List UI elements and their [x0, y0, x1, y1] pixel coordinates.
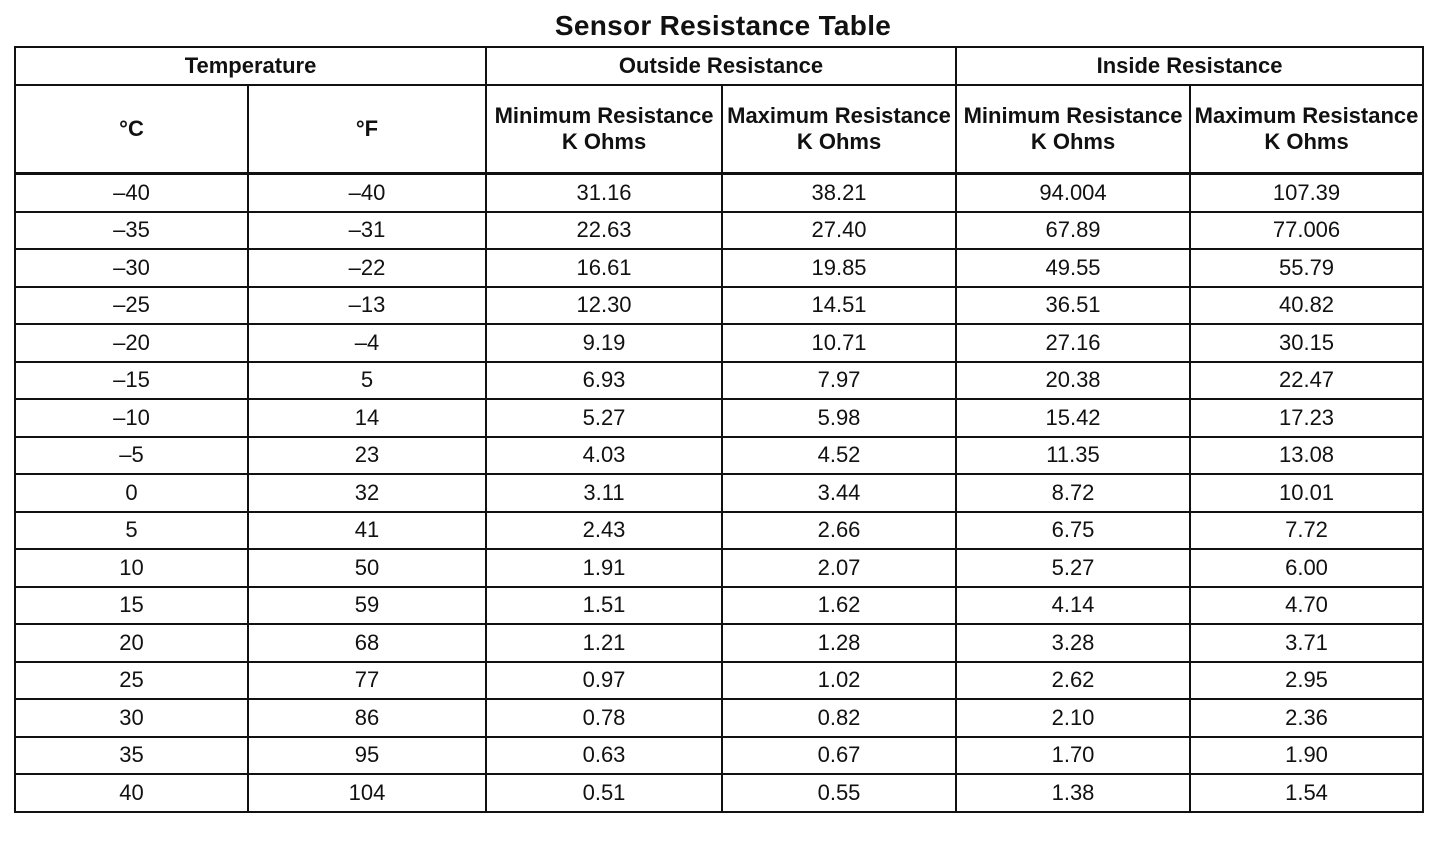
table-row	[15, 662, 1423, 700]
outside-min-cell: 0.97	[486, 662, 722, 700]
table-row	[15, 624, 1423, 662]
inside-min-cell: 11.35	[956, 437, 1190, 475]
inside-min-cell: 8.72	[956, 474, 1190, 512]
table-row	[15, 399, 1423, 437]
fahrenheit-cell: 50	[248, 549, 486, 587]
table-row	[15, 362, 1423, 400]
fahrenheit-cell: 86	[248, 699, 486, 737]
fahrenheit-cell: 32	[248, 474, 486, 512]
inside-min-cell: 4.14	[956, 587, 1190, 625]
celsius-cell: –5	[15, 437, 248, 475]
fahrenheit-cell: –22	[248, 249, 486, 287]
table-row	[15, 699, 1423, 737]
outside-max-cell: 14.51	[722, 287, 956, 325]
outside-min-cell: 9.19	[486, 324, 722, 362]
inside-max-cell: 4.70	[1190, 587, 1423, 625]
table-row	[15, 287, 1423, 325]
inside-min-cell: 1.70	[956, 737, 1190, 775]
celsius-cell: –40	[15, 174, 248, 212]
celsius-cell: 40	[15, 774, 248, 812]
celsius-cell: –10	[15, 399, 248, 437]
table-row	[15, 512, 1423, 550]
outside-max-cell: 7.97	[722, 362, 956, 400]
outside-min-cell: 0.78	[486, 699, 722, 737]
outside-max-cell: 4.52	[722, 437, 956, 475]
outside-resistance-group-header: Outside Resistance	[486, 47, 956, 85]
outside-min-cell: 1.51	[486, 587, 722, 625]
outside-max-cell: 38.21	[722, 174, 956, 212]
inside-max-cell: 13.08	[1190, 437, 1423, 475]
celsius-cell: 25	[15, 662, 248, 700]
fahrenheit-cell: –4	[248, 324, 486, 362]
outside-max-cell: 1.62	[722, 587, 956, 625]
outside-max-cell: 2.66	[722, 512, 956, 550]
celsius-cell: 35	[15, 737, 248, 775]
table-row	[15, 437, 1423, 475]
celsius-cell: –20	[15, 324, 248, 362]
table-row	[15, 549, 1423, 587]
fahrenheit-cell: 95	[248, 737, 486, 775]
outside-max-cell: 0.55	[722, 774, 956, 812]
inside-max-cell: 77.006	[1190, 212, 1423, 250]
table-row	[15, 249, 1423, 287]
celsius-cell: –15	[15, 362, 248, 400]
fahrenheit-column-header: °F	[248, 85, 486, 174]
inside-max-cell: 17.23	[1190, 399, 1423, 437]
celsius-cell: 30	[15, 699, 248, 737]
table-row	[15, 474, 1423, 512]
outside-min-cell: 5.27	[486, 399, 722, 437]
table-row	[15, 737, 1423, 775]
fahrenheit-cell: 14	[248, 399, 486, 437]
outside-max-cell: 10.71	[722, 324, 956, 362]
inside-min-cell: 5.27	[956, 549, 1190, 587]
outside-max-cell: 0.82	[722, 699, 956, 737]
outside-min-cell: 0.63	[486, 737, 722, 775]
inside-min-cell: 67.89	[956, 212, 1190, 250]
table-row	[15, 324, 1423, 362]
inside-max-cell: 6.00	[1190, 549, 1423, 587]
outside-min-cell: 1.91	[486, 549, 722, 587]
inside-min-cell: 27.16	[956, 324, 1190, 362]
celsius-cell: 0	[15, 474, 248, 512]
celsius-cell: –25	[15, 287, 248, 325]
inside-max-cell: 30.15	[1190, 324, 1423, 362]
inside-min-cell: 6.75	[956, 512, 1190, 550]
celsius-cell: 15	[15, 587, 248, 625]
outside-min-cell: 4.03	[486, 437, 722, 475]
inside-min-cell: 36.51	[956, 287, 1190, 325]
inside-min-cell: 2.62	[956, 662, 1190, 700]
outside-max-cell: 19.85	[722, 249, 956, 287]
outside-max-cell: 3.44	[722, 474, 956, 512]
fahrenheit-cell: 104	[248, 774, 486, 812]
outside-min-cell: 22.63	[486, 212, 722, 250]
inside-min-cell: 20.38	[956, 362, 1190, 400]
fahrenheit-cell: 41	[248, 512, 486, 550]
celsius-cell: 5	[15, 512, 248, 550]
outside-min-cell: 0.51	[486, 774, 722, 812]
fahrenheit-cell: 68	[248, 624, 486, 662]
outside-min-cell: 16.61	[486, 249, 722, 287]
inside-min-cell: 2.10	[956, 699, 1190, 737]
table-row	[15, 587, 1423, 625]
header-group-row	[15, 47, 1423, 85]
outside-min-cell: 31.16	[486, 174, 722, 212]
inside-max-cell: 1.90	[1190, 737, 1423, 775]
celsius-cell: –35	[15, 212, 248, 250]
inside-max-cell: 40.82	[1190, 287, 1423, 325]
sensor-resistance-table	[14, 46, 1424, 813]
fahrenheit-cell: –40	[248, 174, 486, 212]
table-title: Sensor Resistance Table	[554, 10, 892, 41]
inside-min-cell: 1.38	[956, 774, 1190, 812]
fahrenheit-cell: 77	[248, 662, 486, 700]
inside-max-cell: 2.95	[1190, 662, 1423, 700]
inside-min-cell: 3.28	[956, 624, 1190, 662]
outside-max-cell: 27.40	[722, 212, 956, 250]
outside-min-cell: 2.43	[486, 512, 722, 550]
inside-min-cell: 15.42	[956, 399, 1190, 437]
fahrenheit-cell: –31	[248, 212, 486, 250]
outside-max-cell: 0.67	[722, 737, 956, 775]
header-column-row	[15, 85, 1423, 174]
fahrenheit-cell: 23	[248, 437, 486, 475]
inside-max-column-header: Maximum Resistance K Ohms	[1190, 85, 1423, 174]
table-body	[15, 174, 1423, 812]
outside-min-cell: 3.11	[486, 474, 722, 512]
fahrenheit-cell: 59	[248, 587, 486, 625]
outside-max-cell: 1.28	[722, 624, 956, 662]
outside-max-cell: 2.07	[722, 549, 956, 587]
inside-min-cell: 49.55	[956, 249, 1190, 287]
outside-max-cell: 5.98	[722, 399, 956, 437]
fahrenheit-cell: –13	[248, 287, 486, 325]
outside-max-column-header: Maximum Resistance K Ohms	[722, 85, 956, 174]
table-header	[15, 47, 1423, 174]
temperature-group-header: Temperature	[15, 47, 486, 85]
table-row	[15, 174, 1423, 212]
fahrenheit-cell: 5	[248, 362, 486, 400]
table-row	[15, 212, 1423, 250]
outside-max-cell: 1.02	[722, 662, 956, 700]
inside-max-cell: 2.36	[1190, 699, 1423, 737]
inside-min-cell: 94.004	[956, 174, 1190, 212]
outside-min-cell: 12.30	[486, 287, 722, 325]
inside-max-cell: 22.47	[1190, 362, 1423, 400]
outside-min-cell: 1.21	[486, 624, 722, 662]
celsius-cell: –30	[15, 249, 248, 287]
celsius-cell: 20	[15, 624, 248, 662]
inside-min-column-header: Minimum Resistance K Ohms	[956, 85, 1190, 174]
inside-resistance-group-header: Inside Resistance	[956, 47, 1423, 85]
inside-max-cell: 3.71	[1190, 624, 1423, 662]
celsius-column-header: °C	[15, 85, 248, 174]
inside-max-cell: 7.72	[1190, 512, 1423, 550]
outside-min-cell: 6.93	[486, 362, 722, 400]
outside-min-column-header: Minimum Resistance K Ohms	[486, 85, 722, 174]
inside-max-cell: 55.79	[1190, 249, 1423, 287]
inside-max-cell: 10.01	[1190, 474, 1423, 512]
celsius-cell: 10	[15, 549, 248, 587]
inside-max-cell: 1.54	[1190, 774, 1423, 812]
inside-max-cell: 107.39	[1190, 174, 1423, 212]
table-row	[15, 774, 1423, 812]
